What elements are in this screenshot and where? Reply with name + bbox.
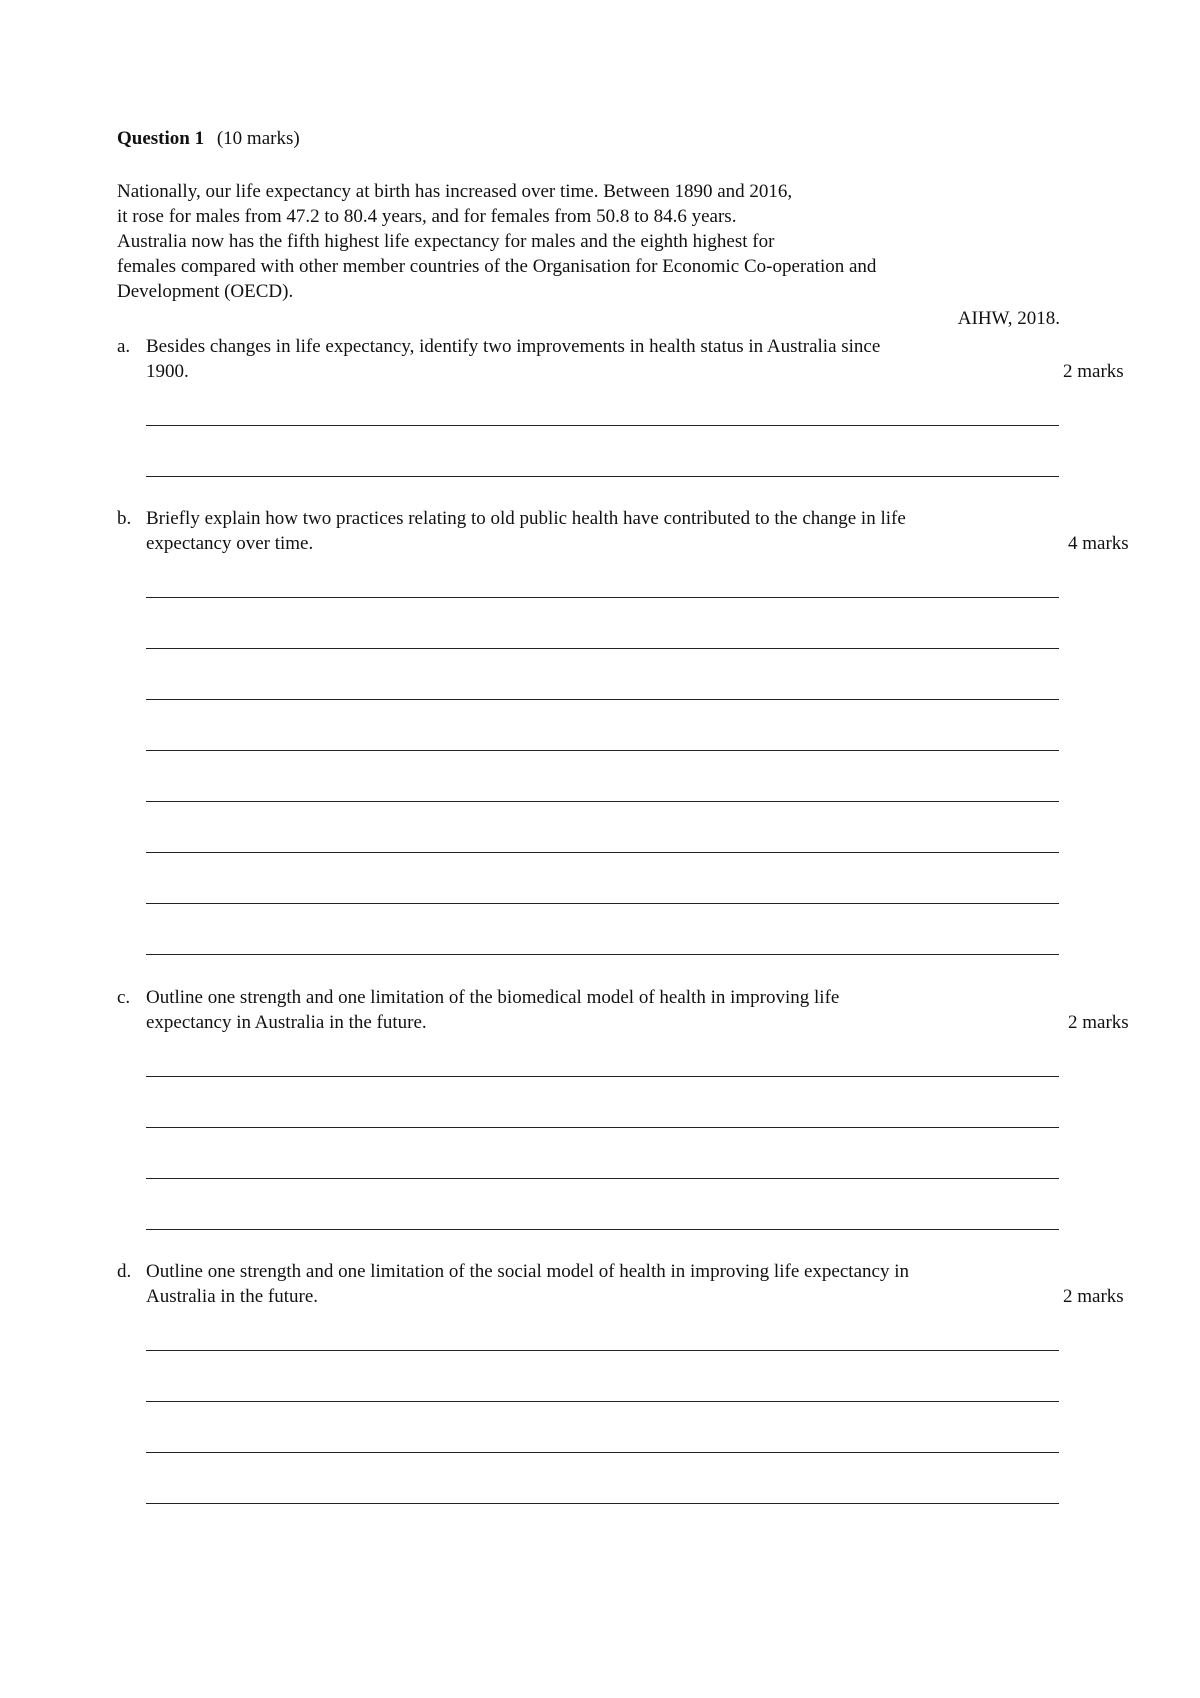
answer-line-b-2[interactable] [146, 648, 1059, 649]
answer-line-b-8[interactable] [146, 954, 1059, 955]
answer-line-c-1[interactable] [146, 1076, 1059, 1077]
answer-line-c-3[interactable] [146, 1178, 1059, 1179]
answer-line-b-5[interactable] [146, 801, 1059, 802]
answer-line-d-1[interactable] [146, 1350, 1059, 1351]
part-prompt-line: Briefly explain how two practices relating to old public health have contributed to the change in life [146, 508, 906, 529]
answer-line-b-3[interactable] [146, 699, 1059, 700]
part-letter: d. [117, 1261, 132, 1282]
stimulus-text [117, 179, 1017, 304]
answer-line-d-3[interactable] [146, 1452, 1059, 1453]
part-marks: 4 marks [1068, 533, 1129, 554]
part-prompt [146, 334, 1046, 384]
part-prompt-line: Australia in the future. [146, 1286, 319, 1307]
answer-line-d-4[interactable] [146, 1503, 1059, 1504]
part-letter: b. [117, 508, 132, 529]
part-prompt-line: Outline one strength and one limitation of the social model of health in improving life expectancy in [146, 1261, 909, 1282]
part-marks: 2 marks [1063, 361, 1124, 382]
answer-line-a-1[interactable] [146, 425, 1059, 426]
part-prompt-line: expectancy over time. [146, 533, 314, 554]
part-prompt-line: Besides changes in life expectancy, identify two improvements in health status in Australia since [146, 336, 881, 357]
part-letter: a. [117, 336, 131, 357]
stimulus-line: Development (OECD). [117, 281, 294, 302]
part-prompt [146, 506, 1046, 556]
answer-line-c-2[interactable] [146, 1127, 1059, 1128]
answer-line-b-4[interactable] [146, 750, 1059, 751]
part-prompt-line: Outline one strength and one limitation of the biomedical model of health in improving life [146, 987, 840, 1008]
part-prompt-line: expectancy in Australia in the future. [146, 1012, 427, 1033]
stimulus-line: Nationally, our life expectancy at birth has increased over time. Between 1890 and 2016, [117, 181, 793, 202]
answer-line-b-7[interactable] [146, 903, 1059, 904]
part-prompt [146, 1259, 1046, 1309]
question-total-marks: (10 marks) [216, 128, 300, 149]
part-prompt-line: 1900. [146, 361, 189, 382]
answer-line-b-1[interactable] [146, 597, 1059, 598]
part-marks: 2 marks [1063, 1286, 1124, 1307]
stimulus-line: it rose for males from 47.2 to 80.4 years, and for females from 50.8 to 84.6 years. [117, 206, 737, 227]
stimulus-line: females compared with other member countries of the Organisation for Economic Co-operation and [117, 256, 877, 277]
stimulus-source: AIHW, 2018. [957, 308, 1060, 329]
question-title [117, 126, 300, 151]
part-marks: 2 marks [1068, 1012, 1129, 1033]
part-letter: c. [117, 987, 131, 1008]
part-prompt [146, 985, 1046, 1035]
stimulus-line: Australia now has the fifth highest life expectancy for males and the eighth highest for [117, 231, 775, 252]
answer-line-b-6[interactable] [146, 852, 1059, 853]
answer-line-c-4[interactable] [146, 1229, 1059, 1230]
answer-line-d-2[interactable] [146, 1401, 1059, 1402]
answer-line-a-2[interactable] [146, 476, 1059, 477]
question-label: Question 1 [117, 128, 205, 149]
